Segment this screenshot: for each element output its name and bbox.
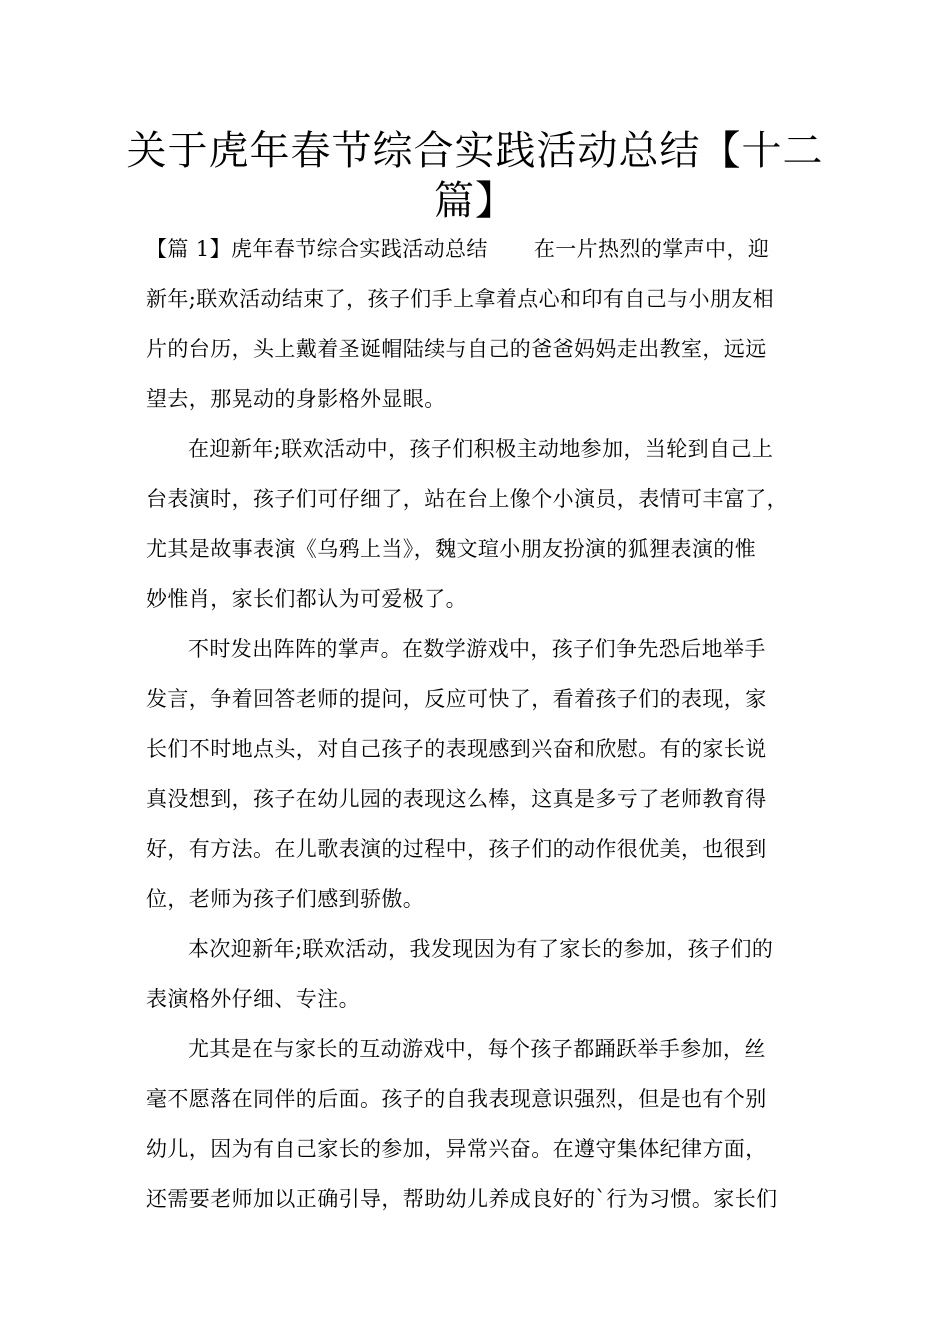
paragraph-line: 真没想到，孩子在幼儿园的表现这么棒，这真是多亏了老师教育得 bbox=[146, 787, 767, 811]
paragraph-line bbox=[146, 234, 769, 264]
paragraph-line: 不时发出阵阵的掌声。在数学游戏中，孩子们争先恐后地举手 bbox=[188, 637, 766, 661]
paragraph-line: 望去，那晃动的身影格外显眼。 bbox=[146, 387, 446, 411]
paragraph-line: 新年;联欢活动结束了，孩子们手上拿着点心和印有自己与小朋友相 bbox=[146, 287, 775, 311]
paragraph-line: 尤其是故事表演《乌鸦上当》，魏文瑄小朋友扮演的狐狸表演的惟 bbox=[146, 537, 757, 561]
paragraph-text: 在一片热烈的掌声中，迎 bbox=[533, 237, 770, 261]
title-line-2: 篇】 bbox=[434, 178, 516, 224]
paragraph-line: 妙惟肖，家长们都认为可爱极了。 bbox=[146, 587, 467, 611]
paragraph-line: 好，有方法。在儿歌表演的过程中，孩子们的动作很优美，也很到 bbox=[146, 837, 767, 861]
paragraph-line: 表演格外仔细、专注。 bbox=[146, 987, 360, 1011]
section-heading: 【篇 1】虎年春节综合实践活动总结 bbox=[146, 237, 488, 261]
paragraph-line: 长们不时地点头，对自己孩子的表现感到兴奋和欣慰。有的家长说 bbox=[146, 737, 767, 761]
paragraph-line: 位，老师为孩子们感到骄傲。 bbox=[146, 887, 425, 911]
paragraph-line: 幼儿，因为有自己家长的参加，异常兴奋。在遵守集体纪律方面， bbox=[146, 1137, 767, 1161]
paragraph-line: 发言，争着回答老师的提问，反应可快了，看着孩子们的表现，家 bbox=[146, 687, 767, 711]
paragraph-line: 尤其是在与家长的互动游戏中，每个孩子都踊跃举手参加，丝 bbox=[188, 1037, 766, 1061]
paragraph-line: 本次迎新年;联欢活动，我发现因为有了家长的参加，孩子们的 bbox=[188, 937, 774, 961]
paragraph-line: 毫不愿落在同伴的后面。孩子的自我表现意识强烈，但是也有个别 bbox=[146, 1087, 767, 1111]
paragraph-line: 还需要老师加以正确引导，帮助幼儿养成良好的`行为习惯。家长们 bbox=[146, 1187, 778, 1211]
paragraph-line: 台表演时，孩子们可仔细了，站在台上像个小演员，表情可丰富了， bbox=[146, 487, 788, 511]
title-line-1: 关于虎年春节综合实践活动总结【十二 bbox=[126, 128, 824, 174]
paragraph-line: 片的台历，头上戴着圣诞帽陆续与自己的爸爸妈妈走出教室，远远 bbox=[146, 337, 767, 361]
document-title bbox=[100, 126, 850, 226]
paragraph-line: 在迎新年;联欢活动中，孩子们积极主动地参加，当轮到自己上 bbox=[188, 437, 774, 461]
